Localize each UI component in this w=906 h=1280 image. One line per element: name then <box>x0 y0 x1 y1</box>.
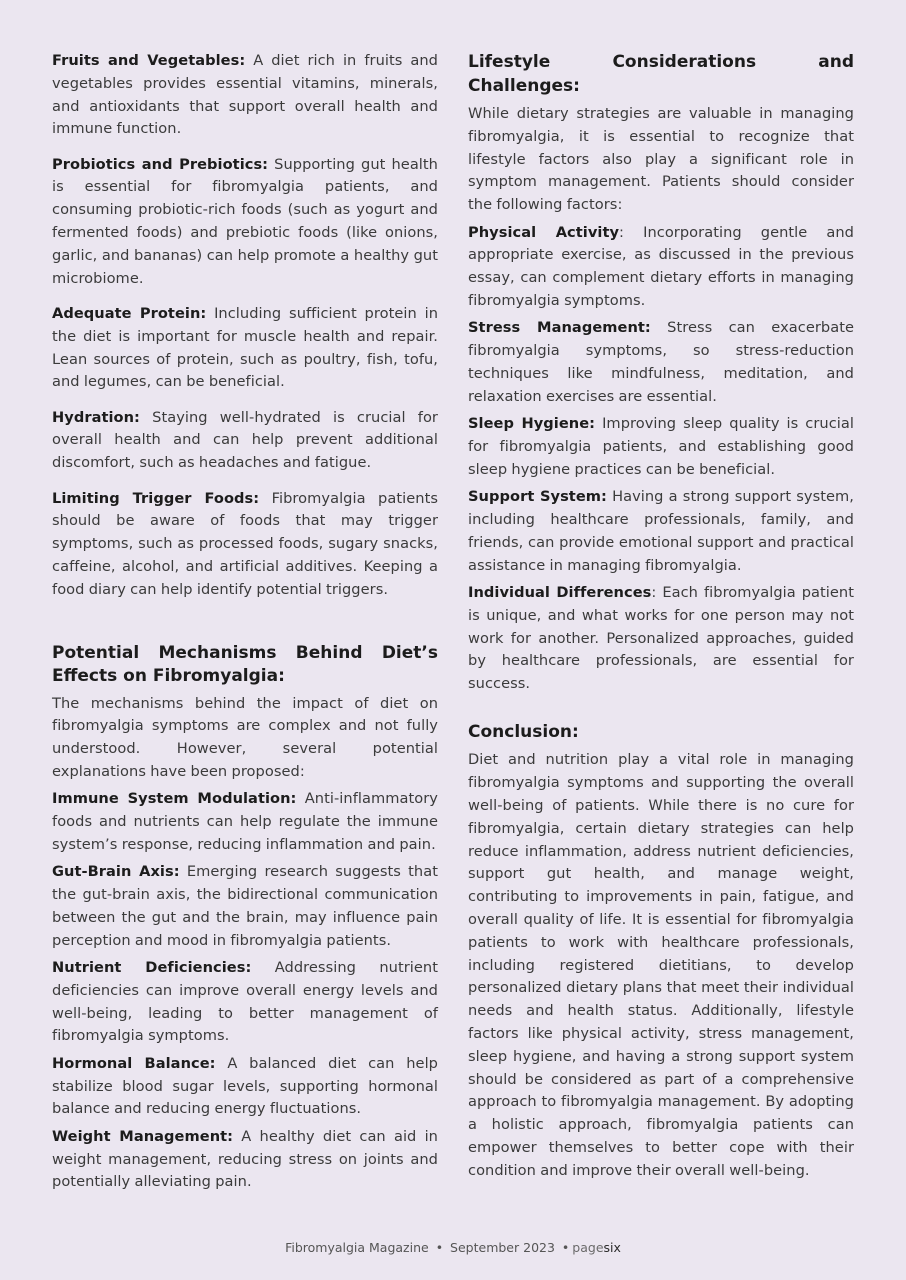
diet-item-probiotics-prebiotics <box>52 154 438 291</box>
mechanism-item-nutrient-deficiencies <box>52 957 438 1048</box>
item-term: Gut-Brain Axis: <box>52 863 180 881</box>
item-term: Individual Differences <box>468 583 652 601</box>
diet-item-limiting-trigger-foods <box>52 488 438 602</box>
lifestyle-item-sleep-hygiene <box>468 413 854 481</box>
diet-item-adequate-protein <box>52 303 438 394</box>
lifestyle-item-stress-management <box>468 317 854 408</box>
item-text: Having a strong support system, including healthcare professionals, family, and friends, can provide emotional support and practical assistance in managing fibromyalgia. <box>468 488 854 574</box>
item-text: Supporting gut health is essential for fibromyalgia patients, and consuming probiotic-rich foods (such as yogurt and fermented foods) and prebiotic foods (like onions, garlic, and bananas) can help promote a healthy gut microbiome. <box>52 155 438 287</box>
item-term: Physical Activity <box>468 223 620 241</box>
bullet-separator: • <box>435 1240 444 1255</box>
mechanisms-intro: The mechanisms behind the impact of diet on fibromyalgia symptoms are complex and not fully understood. However, several potential explanations have been proposed: <box>52 694 438 780</box>
item-term: Immune System Modulation: <box>52 790 297 808</box>
lifestyle-item-physical-activity <box>468 222 854 313</box>
item-text: A healthy diet can aid in weight management, reducing stress on joints and potentially alleviating pain. <box>52 1127 438 1191</box>
item-text: Improving sleep quality is crucial for fibromyalgia patients, and establishing good sleep hygiene practices can be beneficial. <box>468 415 854 478</box>
bullet-separator: • <box>561 1240 570 1255</box>
diet-item-fruits-vegetables <box>52 50 438 141</box>
item-term: Weight Management: <box>52 1127 234 1145</box>
item-term: Support System: <box>468 488 607 506</box>
publication-name: Fibromyalgia Magazine <box>285 1240 429 1255</box>
item-text: Each fibromyalgia patient is unique, and what works for one person may not work for another. Personalized approaches, guided by healthcare professionals, are essential for success. <box>468 583 855 693</box>
lifestyle-item-individual-differences <box>468 582 854 696</box>
page-footer <box>0 1239 906 1257</box>
item-text: Emerging research suggests that the gut-brain axis, the bidirectional communication between the gut and the brain, may influence pain perception and mood in fibromyalgia patients. <box>52 863 438 949</box>
section-heading-lifestyle: Lifestyle Considerations and Challenges: <box>468 52 854 96</box>
right-column <box>468 51 854 1183</box>
item-term: Hydration: <box>52 408 140 426</box>
item-term: Nutrient Deficiencies: <box>52 959 252 977</box>
lifestyle-item-support-system <box>468 486 854 577</box>
page-number: six <box>603 1240 621 1255</box>
item-term: Stress Management: <box>468 319 651 337</box>
item-colon: : <box>651 583 657 601</box>
item-text: Stress can exacerbate fibromyalgia symptoms, so stress-reduction techniques like mindfulness, meditation, and relaxation exercises are essential. <box>468 319 855 405</box>
item-text: Addressing nutrient deficiencies can improve overall energy levels and well-being, leading to better management of fibromyalgia symptoms. <box>52 959 439 1045</box>
issue-date: September 2023 <box>450 1240 555 1255</box>
mechanism-item-gut-brain-axis <box>52 861 438 952</box>
item-text: Incorporating gentle and appropriate exercise, as discussed in the previous essay, can complement dietary efforts in managing fibromyalgia symptoms. <box>468 223 854 309</box>
conclusion-text: Diet and nutrition play a vital role in managing fibromyalgia symptoms and supporting the overall well-being of patients. While there is no cure for fibromyalgia, certain dietary strategies can help reduce inflammation, address nutrient deficiencies, support gut health, and manage weight, contributing to improvements in pain, fatigue, and overall quality of life. It is essential for fibromyalgia patients to work with healthcare professionals, including registered dietitians, to develop personalized dietary plans that meet their individual needs and health status. Additionally, lifestyle factors like physical activity, stress management, sleep hygiene, and having a strong support system should be considered as part of a comprehensive approach to fibromyalgia management. By adopting a holistic approach, fibromyalgia patients can empower themselves to better cope with their condition and improve their overall well-being. <box>468 751 854 1179</box>
item-text: Staying well-hydrated is crucial for overall health and can help prevent additional discomfort, such as headaches and fatigue. <box>52 408 438 472</box>
section-heading-mechanisms: Potential Mechanisms Behind Diet’s Effects on Fibromyalgia: <box>52 642 438 687</box>
item-colon: : <box>619 223 625 241</box>
diet-item-hydration <box>52 407 438 475</box>
left-column <box>52 50 438 1194</box>
item-text: A diet rich in fruits and vegetables provides essential vitamins, minerals, and antioxidants that support overall health and immune function. <box>52 52 438 138</box>
mechanism-item-hormonal-balance <box>52 1053 438 1121</box>
item-term: Adequate Protein: <box>52 304 207 322</box>
item-text: A balanced diet can help stabilize blood sugar levels, supporting hormonal balance and reducing energy fluctuations. <box>52 1054 438 1118</box>
item-term: Limiting Trigger Foods: <box>52 489 260 507</box>
mechanism-item-weight-management <box>52 1126 438 1194</box>
section-heading-conclusion: Conclusion: <box>468 721 579 742</box>
item-term: Hormonal Balance: <box>52 1054 216 1072</box>
item-term: Fruits and Vegetables: <box>52 52 246 69</box>
item-text: Fibromyalgia patients should be aware of foods that may trigger symptoms, such as processed foods, sugary snacks, caffeine, alcohol, and artificial additives. Keeping a food diary can help identify potential triggers. <box>52 489 438 598</box>
item-term: Sleep Hygiene: <box>468 415 596 433</box>
page-label: page <box>572 1240 604 1255</box>
item-term: Probiotics and Prebiotics: <box>52 155 269 173</box>
item-text: Including sufficient protein in the diet is important for muscle health and repair. Lean sources of protein, such as poultry, fish, tofu, and legumes, can be beneficial. <box>52 304 438 391</box>
lifestyle-intro: While dietary strategies are valuable in managing fibromyalgia, it is essential to recognize that lifestyle factors also play a significant role in symptom management. Patients should consider the following factors: <box>468 105 854 214</box>
item-text: Anti-inflammatory foods and nutrients can help regulate the immune system’s response, reducing inflammation and pain. <box>52 790 438 853</box>
mechanism-item-immune-modulation <box>52 788 438 856</box>
